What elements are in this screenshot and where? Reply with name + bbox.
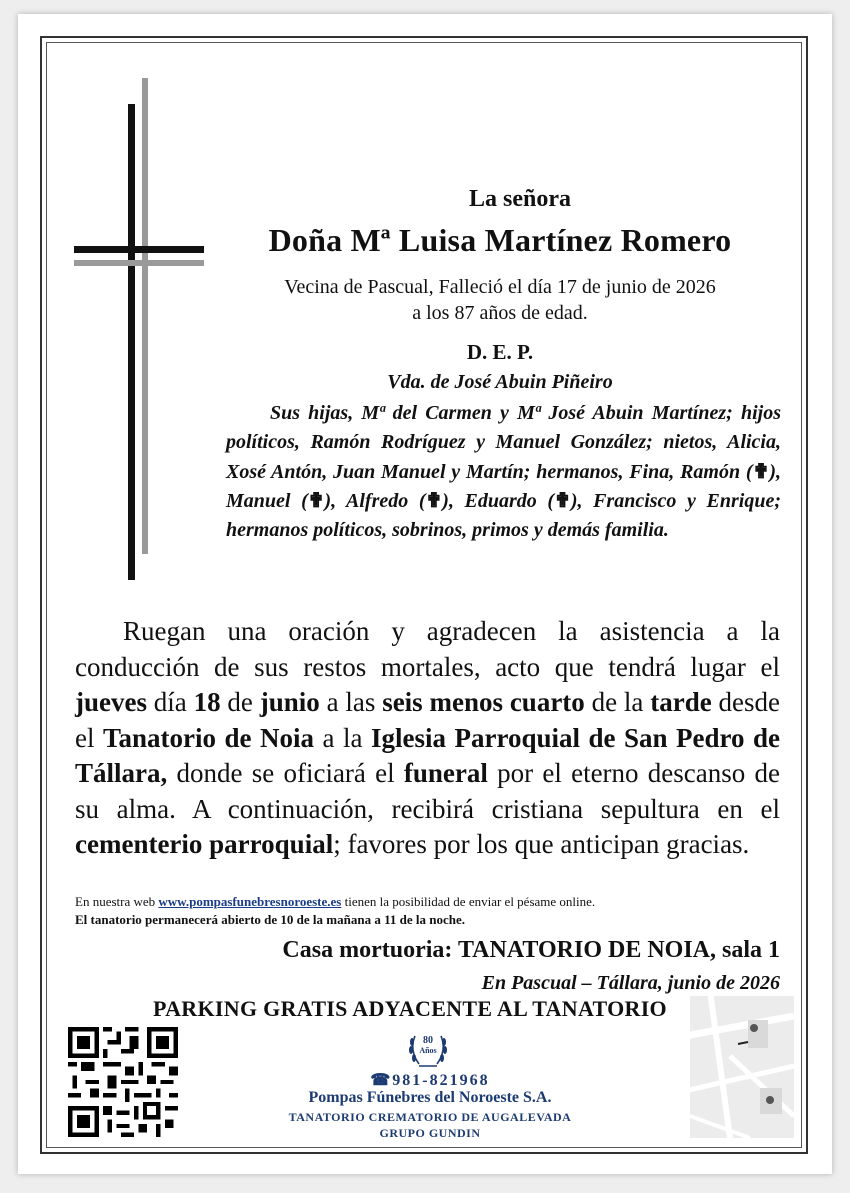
ceremony-origin: Tanatorio de Noia [102, 722, 314, 753]
ceremony-text: ; favores por los que anticipan gracias. [333, 829, 750, 859]
ceremony-date-number: 18 [193, 687, 221, 717]
deceased-cross-icon: ✟ [307, 489, 325, 512]
family-text-2: ), Manuel ( [226, 460, 781, 512]
ceremony-text: de la [584, 687, 651, 717]
ceremony-time: seis menos cuarto [382, 687, 585, 717]
web-note-prefix: En nuestra web [75, 894, 159, 909]
family-text-1: Sus hijas, Mª del Carmen y Mª José Abuin Martínez; hijos políticos, Ramón Rodríguez y Manuel González; nietos, Alicia, Xosé Antón, Juan Manuel y Martín; hermanos, Fina, Ramón ( [226, 402, 781, 483]
ceremony-text: donde se oficiará el [167, 758, 404, 788]
deceased-name: Doña Mª Luisa Martínez Romero [268, 222, 732, 258]
opening-hours: El tanatorio permanecerá abierto de 10 de la mañana a 11 de la noche. [75, 912, 465, 927]
deceased-cross-icon: ✟ [425, 489, 443, 512]
ceremony-text: a la [314, 722, 371, 753]
ceremony-cemetery: cementerio parroquial [75, 829, 334, 859]
deceased-cross-icon: ✟ [752, 460, 770, 483]
ceremony-text: Ruegan una oración y agradecen la asistencia a la conducción de sus restos mortales, acto que tendrá lugar el [75, 616, 780, 682]
rip-abbreviation: D. E. P. [466, 340, 534, 364]
ceremony-text: día [146, 687, 194, 717]
anniversary-badge [405, 1036, 451, 1056]
ceremony-month: junio [259, 687, 320, 717]
ceremony-text: desde el [75, 687, 780, 753]
ceremony-text: por el eterno descanso de su alma. A continuación, recibirá cristiana sepultura en el [75, 758, 780, 824]
death-details [220, 274, 780, 326]
web-note-suffix: tienen la posibilidad de enviar el pésame online. [341, 894, 596, 909]
family-text-3: ), Alfredo ( [324, 489, 426, 512]
place-date: En Pascual – Tállara, junio de 2026 [481, 972, 780, 994]
location-map-icon[interactable] [690, 996, 794, 1138]
deceased-cross-icon: ✟ [554, 489, 571, 512]
qr-code-icon[interactable] [68, 1027, 178, 1137]
crematorium-name: TANATORIO CREMATORIO DE AUGALEVADA [288, 1110, 572, 1124]
group-name: GRUPO GUNDIN [379, 1126, 481, 1140]
online-condolences-note [75, 893, 780, 911]
ceremony-funeral: funeral [403, 758, 488, 788]
ceremony-text: a las [319, 687, 383, 717]
anniversary-number: 80 [423, 1035, 433, 1046]
ceremony-church: Iglesia Parroquial de San Pedro de Tállara, [75, 722, 780, 788]
funeral-home: Casa mortuoria: TANATORIO DE NOIA, sala 1 [282, 937, 780, 963]
family-list [226, 399, 781, 545]
ceremony-paragraph [75, 614, 780, 863]
phone-number: 981-821968 [392, 1072, 490, 1089]
ceremony-daypart: tarde [650, 687, 712, 717]
ceremony-text: de [220, 687, 260, 717]
company-name: Pompas Fúnebres del Noroeste S.A. [308, 1089, 552, 1106]
parking-notice: PARKING GRATIS ADYACENTE AL TANATORIO [153, 996, 667, 1021]
death-details-line2: a los 87 años de edad. [412, 302, 588, 324]
family-text-5: ), Francisco y Enrique; hermanos políticos, sobrinos, primos y demás familia. [226, 489, 781, 542]
phone-line[interactable] [300, 1070, 560, 1090]
intro-heading: La señora [469, 186, 571, 212]
death-details-line1: Vecina de Pascual, Falleció el día 17 de junio de 2026 [284, 276, 716, 298]
ceremony-day: jueves [75, 687, 147, 717]
family-text-4: ), Eduardo ( [442, 489, 555, 512]
anniversary-label: Años [419, 1046, 437, 1055]
widow-of: Vda. de José Abuin Piñeiro [387, 371, 613, 393]
website-link[interactable]: www.pompasfunebresnoroeste.es [158, 894, 342, 909]
phone-icon: ☎ [370, 1072, 393, 1089]
